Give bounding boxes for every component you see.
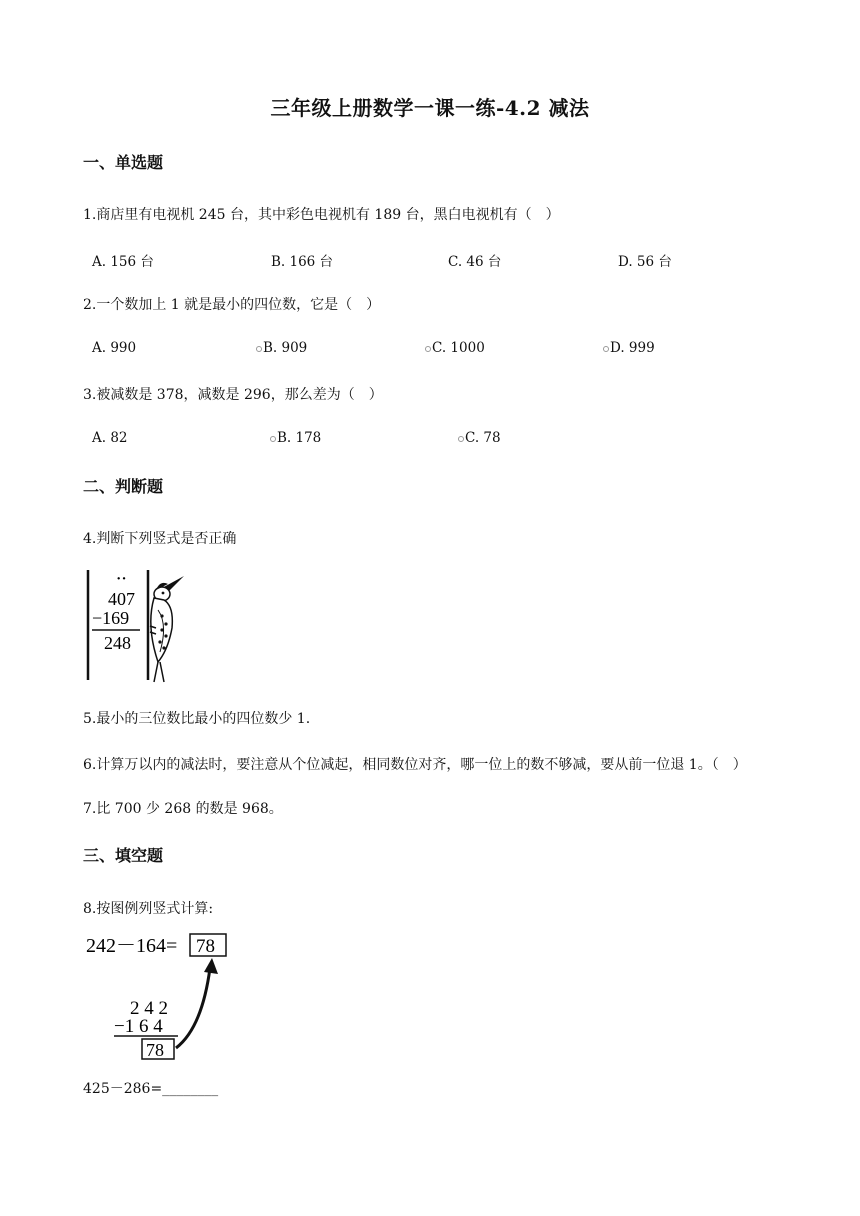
q1-option-a: A. 156 台 — [92, 254, 154, 270]
subtrahend: −169 — [92, 608, 130, 628]
bullet-dot-icon — [603, 346, 609, 352]
q1-option-d: D. 56 台 — [618, 254, 672, 270]
borrow-dots: ˙˙ — [116, 575, 127, 592]
question-8: 8.按图例列竖式计算: — [83, 901, 214, 917]
question-3: 3.被减数是 378，减数是 296，那么差为（ ） — [83, 387, 383, 403]
difference: 248 — [104, 633, 131, 653]
question-8-blank: 425－286=________ — [83, 1081, 219, 1097]
q2-option-c — [425, 340, 485, 356]
question-6: 6.计算万以内的减法时，要注意从个位减起，相同数位对齐，哪一位上的数不够减，要从前一位退 1。（ ） — [83, 757, 747, 773]
q3-option-a: A. 82 — [92, 430, 128, 446]
q3-option-c — [458, 430, 501, 446]
question-5: 5.最小的三位数比最小的四位数少 1. — [83, 711, 311, 727]
q2-option-b-label: B. 909 — [263, 340, 308, 356]
minuend: 407 — [108, 589, 135, 609]
question-4: 4.判断下列竖式是否正确 — [83, 531, 237, 547]
bullet-dot-icon — [270, 436, 276, 442]
q2-option-b — [256, 340, 307, 356]
q3-option-b — [270, 430, 321, 446]
q8-example-figure — [84, 928, 234, 1064]
q2-option-d — [603, 340, 655, 356]
example-equation: 242－164= — [86, 935, 178, 957]
bullet-dot-icon — [256, 346, 262, 352]
q2-option-c-label: C. 1000 — [432, 340, 485, 356]
q1-option-b: B. 166 台 — [271, 254, 334, 270]
woodpecker-icon — [150, 576, 184, 682]
arrow-head-icon — [204, 958, 218, 974]
example-result: 78 — [146, 1040, 164, 1060]
example-minuend: 2 4 2 — [130, 998, 168, 1019]
q2-option-d-label: D. 999 — [610, 340, 655, 356]
worksheet-title: 三年级上册数学一课一练-4.2 减法 — [270, 96, 590, 120]
section-heading-true-false: 二、判断题 — [83, 477, 164, 496]
section-heading-fill-blank: 三、填空题 — [83, 846, 164, 865]
example-answer: 78 — [196, 936, 215, 957]
curved-arrow-icon — [176, 968, 210, 1048]
bullet-dot-icon — [425, 346, 431, 352]
q3-option-b-label: B. 178 — [277, 430, 322, 446]
example-subtrahend: −1 6 4 — [114, 1016, 163, 1037]
question-1: 1.商店里有电视机 245 台，其中彩色电视机有 189 台，黑白电视机有（ ） — [83, 207, 560, 223]
q2-option-a: A. 990 — [92, 340, 137, 356]
bullet-dot-icon — [458, 436, 464, 442]
q3-option-c-label: C. 78 — [465, 430, 501, 446]
question-2: 2.一个数加上 1 就是最小的四位数，它是（ ） — [83, 297, 381, 313]
q4-vertical-subtraction-figure — [84, 566, 194, 688]
q1-option-c: C. 46 台 — [448, 254, 502, 270]
section-heading-single-choice: 一、单选题 — [83, 153, 164, 172]
question-7: 7.比 700 少 268 的数是 968。 — [83, 801, 283, 817]
